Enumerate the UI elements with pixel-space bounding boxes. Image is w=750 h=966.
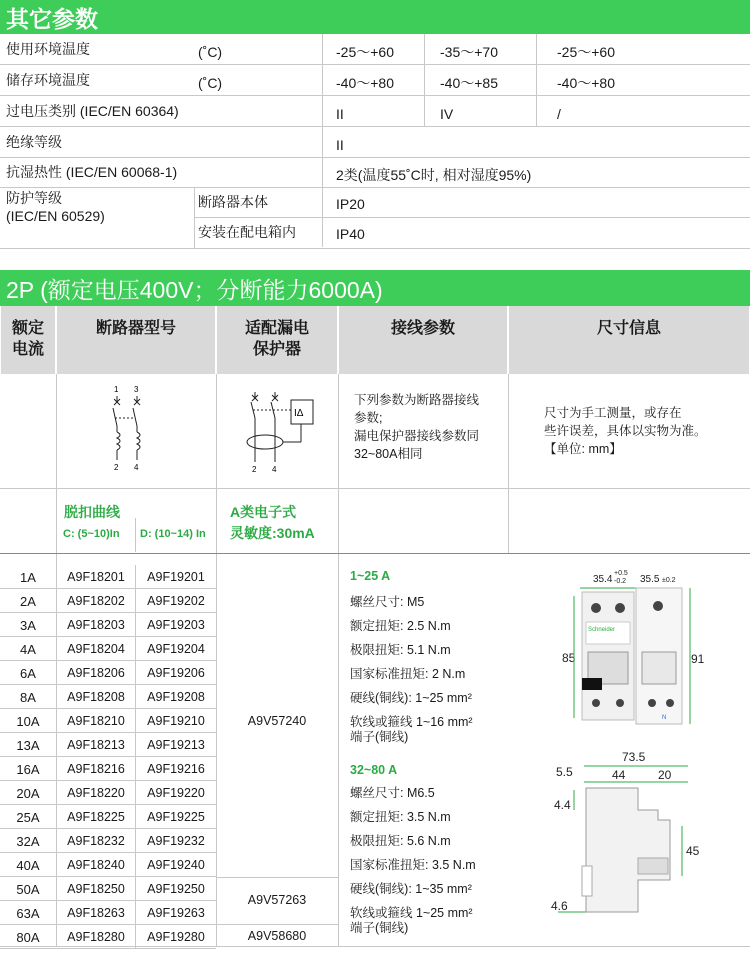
model-c-cell: A9F18206 bbox=[67, 666, 125, 680]
terminal-2-label: 2 bbox=[114, 463, 119, 472]
wiring-large-rated-torque: 额定扭矩: 3.5 N.m bbox=[350, 810, 451, 824]
param-unit: (˚C) bbox=[198, 44, 223, 60]
front-dimension-drawing bbox=[552, 566, 727, 731]
wiring-small-rated-torque: 额定扭矩: 2.5 N.m bbox=[350, 619, 451, 633]
model-d-cell: A9F19203 bbox=[147, 618, 205, 632]
wiring-small-screw: 螺丝尺寸: M5 bbox=[350, 595, 425, 609]
header-dimensions: 尺寸信息 bbox=[508, 306, 750, 374]
header-rcd: 适配漏电 保护器 bbox=[216, 306, 338, 374]
terminal-1-label: 1 bbox=[114, 385, 119, 394]
model-d-cell: A9F19263 bbox=[147, 906, 205, 920]
rated-current-cell: 25A bbox=[16, 809, 40, 825]
model-d-cell: A9F19220 bbox=[147, 786, 205, 800]
dim-w2-tol: ±0.2 bbox=[662, 577, 676, 584]
wiring-small-max-torque: 极限扭矩: 5.1 N.m bbox=[350, 643, 451, 657]
wiring-large-max-torque: 极限扭矩: 5.6 N.m bbox=[350, 834, 451, 848]
rcd-type: A类电子式 灵敏度:30mA bbox=[230, 504, 315, 541]
rcd-model-a9v58680: A9V58680 bbox=[247, 929, 307, 943]
model-c-cell: A9F18210 bbox=[67, 714, 125, 728]
rated-current-cell: 20A bbox=[16, 785, 40, 801]
protection-ip40: IP40 bbox=[336, 226, 365, 242]
wiring-note: 下列参数为断路器接线 参数; 漏电保护器接线参数同 32~80A相同 bbox=[354, 393, 480, 461]
model-c-cell: A9F18201 bbox=[67, 570, 125, 584]
model-d-cell: A9F19240 bbox=[147, 858, 205, 872]
dim-w2: 35.5 bbox=[640, 574, 660, 585]
rated-current-cell: 6A bbox=[20, 665, 36, 681]
brand-label: Schneider bbox=[588, 627, 616, 633]
param-value-1: II bbox=[336, 105, 344, 122]
param-unit: (˚C) bbox=[198, 74, 223, 91]
section-title-other-params: 其它参数 bbox=[0, 0, 750, 34]
model-c-cell: A9F18216 bbox=[67, 762, 125, 776]
dim-d1: 5.5 bbox=[556, 765, 573, 779]
rated-current-cell: 13A bbox=[16, 737, 40, 753]
rated-current-cell: 32A bbox=[16, 833, 40, 849]
row-divider bbox=[0, 948, 216, 949]
rated-current-cell: 63A bbox=[16, 905, 40, 921]
rated-current-cell: 40A bbox=[16, 857, 40, 873]
model-d-cell: A9F19202 bbox=[147, 594, 205, 608]
param-label: 储存环境温度 bbox=[6, 71, 90, 88]
wiring-large-std-torque: 国家标准扭矩: 3.5 N.m bbox=[350, 858, 476, 872]
col-divider bbox=[536, 34, 537, 126]
param-value-2: -35～+70 bbox=[440, 44, 498, 60]
model-d-cell: A9F19250 bbox=[147, 882, 205, 896]
col-divider bbox=[135, 565, 136, 949]
trip-curve-title: 脱扣曲线 bbox=[64, 504, 120, 520]
rated-current-cell: 50A bbox=[16, 881, 40, 897]
protection-standard: (IEC/EN 60529) bbox=[6, 208, 105, 224]
neutral-mark: N bbox=[662, 715, 667, 721]
rcd-delta-label: IΔ bbox=[294, 408, 304, 419]
model-d-cell: A9F19208 bbox=[147, 690, 205, 704]
param-value-2: -40～+85 bbox=[440, 74, 498, 91]
wiring-small-hard-wire: 硬线(铜线): 1~25 mm² bbox=[350, 691, 472, 705]
model-d-cell: A9F19232 bbox=[147, 834, 205, 848]
param-value-1: -40～+80 bbox=[336, 74, 394, 91]
terminal-4-label: 4 bbox=[134, 463, 139, 472]
protection-ip20: IP20 bbox=[336, 196, 365, 212]
model-d-cell: A9F19280 bbox=[147, 930, 205, 944]
col-divider bbox=[322, 34, 323, 247]
param-value-3: / bbox=[557, 105, 561, 122]
param-value-1: -25～+60 bbox=[336, 44, 394, 60]
model-c-cell: A9F18204 bbox=[67, 642, 125, 656]
wiring-small-soft-wire-2: 端子(铜线) bbox=[350, 730, 409, 744]
dim-d4: 4.4 bbox=[554, 798, 571, 812]
dim-w1-tol-up: +0.5 bbox=[614, 570, 628, 577]
wiring-small-std-torque: 国家标准扭矩: 2 N.m bbox=[350, 667, 466, 681]
dim-d2: 44 bbox=[612, 768, 626, 782]
rcd-terminal-2-label: 2 bbox=[252, 465, 257, 474]
model-c-cell: A9F18213 bbox=[67, 738, 125, 752]
row-divider bbox=[0, 126, 750, 127]
breaker-schematic-icon bbox=[95, 382, 155, 474]
dim-d5: 45 bbox=[686, 844, 700, 858]
dim-total: 73.5 bbox=[622, 750, 646, 764]
model-d-cell: A9F19206 bbox=[147, 666, 205, 680]
rcd-schematic-icon bbox=[235, 384, 325, 476]
model-c-cell: A9F18202 bbox=[67, 594, 125, 608]
model-d-cell: A9F19201 bbox=[147, 570, 205, 584]
col-divider bbox=[424, 34, 425, 126]
param-label: 过电压类别 (IEC/EN 60364) bbox=[6, 102, 179, 119]
wiring-large-soft-wire-2: 端子(铜线) bbox=[350, 921, 409, 935]
param-value-3: -25～+60 bbox=[557, 44, 615, 60]
param-value-3: -40～+80 bbox=[557, 74, 615, 91]
trip-curve-c: C: (5~10)In bbox=[63, 528, 120, 540]
model-c-cell: A9F18220 bbox=[67, 786, 125, 800]
rated-current-cell: 3A bbox=[20, 617, 36, 633]
header-model: 断路器型号 bbox=[56, 306, 216, 374]
model-d-cell: A9F19213 bbox=[147, 738, 205, 752]
model-c-cell: A9F18203 bbox=[67, 618, 125, 632]
side-dimension-drawing bbox=[546, 748, 726, 918]
model-d-cell: A9F19204 bbox=[147, 642, 205, 656]
rated-current-cell: 4A bbox=[20, 641, 36, 657]
dim-d3: 20 bbox=[658, 768, 672, 782]
wiring-large-hard-wire: 硬线(铜线): 1~35 mm² bbox=[350, 882, 472, 896]
rated-current-cell: 2A bbox=[20, 593, 36, 609]
header-rated-current: 额定 电流 bbox=[0, 306, 56, 374]
dim-h-left: 85 bbox=[562, 651, 576, 665]
rated-current-cell: 10A bbox=[16, 713, 40, 729]
dim-d6: 4.6 bbox=[551, 899, 568, 913]
rcd-model-a9v57240: A9V57240 bbox=[247, 714, 307, 728]
dim-h-right: 91 bbox=[691, 652, 705, 666]
wiring-large-title: 32~80 A bbox=[350, 763, 398, 777]
model-c-cell: A9F18225 bbox=[67, 810, 125, 824]
col-divider bbox=[194, 187, 195, 248]
section-title-2p: 2P (额定电压400V；分断能力6000A) bbox=[0, 270, 750, 306]
model-d-cell: A9F19210 bbox=[147, 714, 205, 728]
wiring-small-title: 1~25 A bbox=[350, 569, 391, 583]
rated-current-cell: 16A bbox=[16, 761, 40, 777]
protection-sub-body: 断路器本体 bbox=[198, 194, 268, 210]
param-value-1: 2类(温度55˚C时, 相对湿度95%) bbox=[336, 167, 532, 183]
model-c-cell: A9F18280 bbox=[67, 930, 125, 944]
wiring-large-screw: 螺丝尺寸: M6.5 bbox=[350, 786, 435, 800]
dimension-note: 尺寸为手工测量，或存在 些许误差，具体以实物为准。 【单位: mm】 bbox=[544, 406, 707, 456]
model-c-cell: A9F18232 bbox=[67, 834, 125, 848]
model-c-cell: A9F18263 bbox=[67, 906, 125, 920]
rated-current-cell: 8A bbox=[20, 689, 36, 705]
model-c-cell: A9F18208 bbox=[67, 690, 125, 704]
header-wiring: 接线参数 bbox=[338, 306, 508, 374]
trip-curve-d: D: (10~14) In bbox=[140, 528, 206, 540]
wiring-small-soft-wire: 软线或箍线 1~16 mm² bbox=[350, 715, 473, 729]
row-divider bbox=[0, 248, 750, 249]
model-d-cell: A9F19216 bbox=[147, 762, 205, 776]
param-value-2: IV bbox=[440, 105, 454, 122]
protection-sub-cabinet: 安装在配电箱内 bbox=[198, 224, 296, 240]
param-label: 使用环境温度 bbox=[6, 41, 90, 57]
param-value-1: II bbox=[336, 136, 344, 153]
model-d-cell: A9F19225 bbox=[147, 810, 205, 824]
rcd-terminal-4-label: 4 bbox=[272, 465, 277, 474]
wiring-large-soft-wire: 软线或箍线 1~25 mm² bbox=[350, 906, 473, 920]
rated-current-cell: 80A bbox=[16, 929, 40, 945]
model-c-cell: A9F18250 bbox=[67, 882, 125, 896]
param-label: 抗湿热性 (IEC/EN 60068-1) bbox=[6, 164, 178, 180]
dim-w1-tol-down: -0.2 bbox=[614, 578, 627, 585]
terminal-3-label: 3 bbox=[134, 385, 139, 394]
model-c-cell: A9F18240 bbox=[67, 858, 125, 872]
param-label: 绝缘等级 bbox=[6, 133, 62, 150]
rated-current-cell: 1A bbox=[20, 569, 36, 585]
dim-w1: 35.4 bbox=[593, 574, 613, 585]
rcd-model-a9v57263: A9V57263 bbox=[247, 893, 307, 907]
protection-label: 防护等级 bbox=[6, 190, 62, 206]
